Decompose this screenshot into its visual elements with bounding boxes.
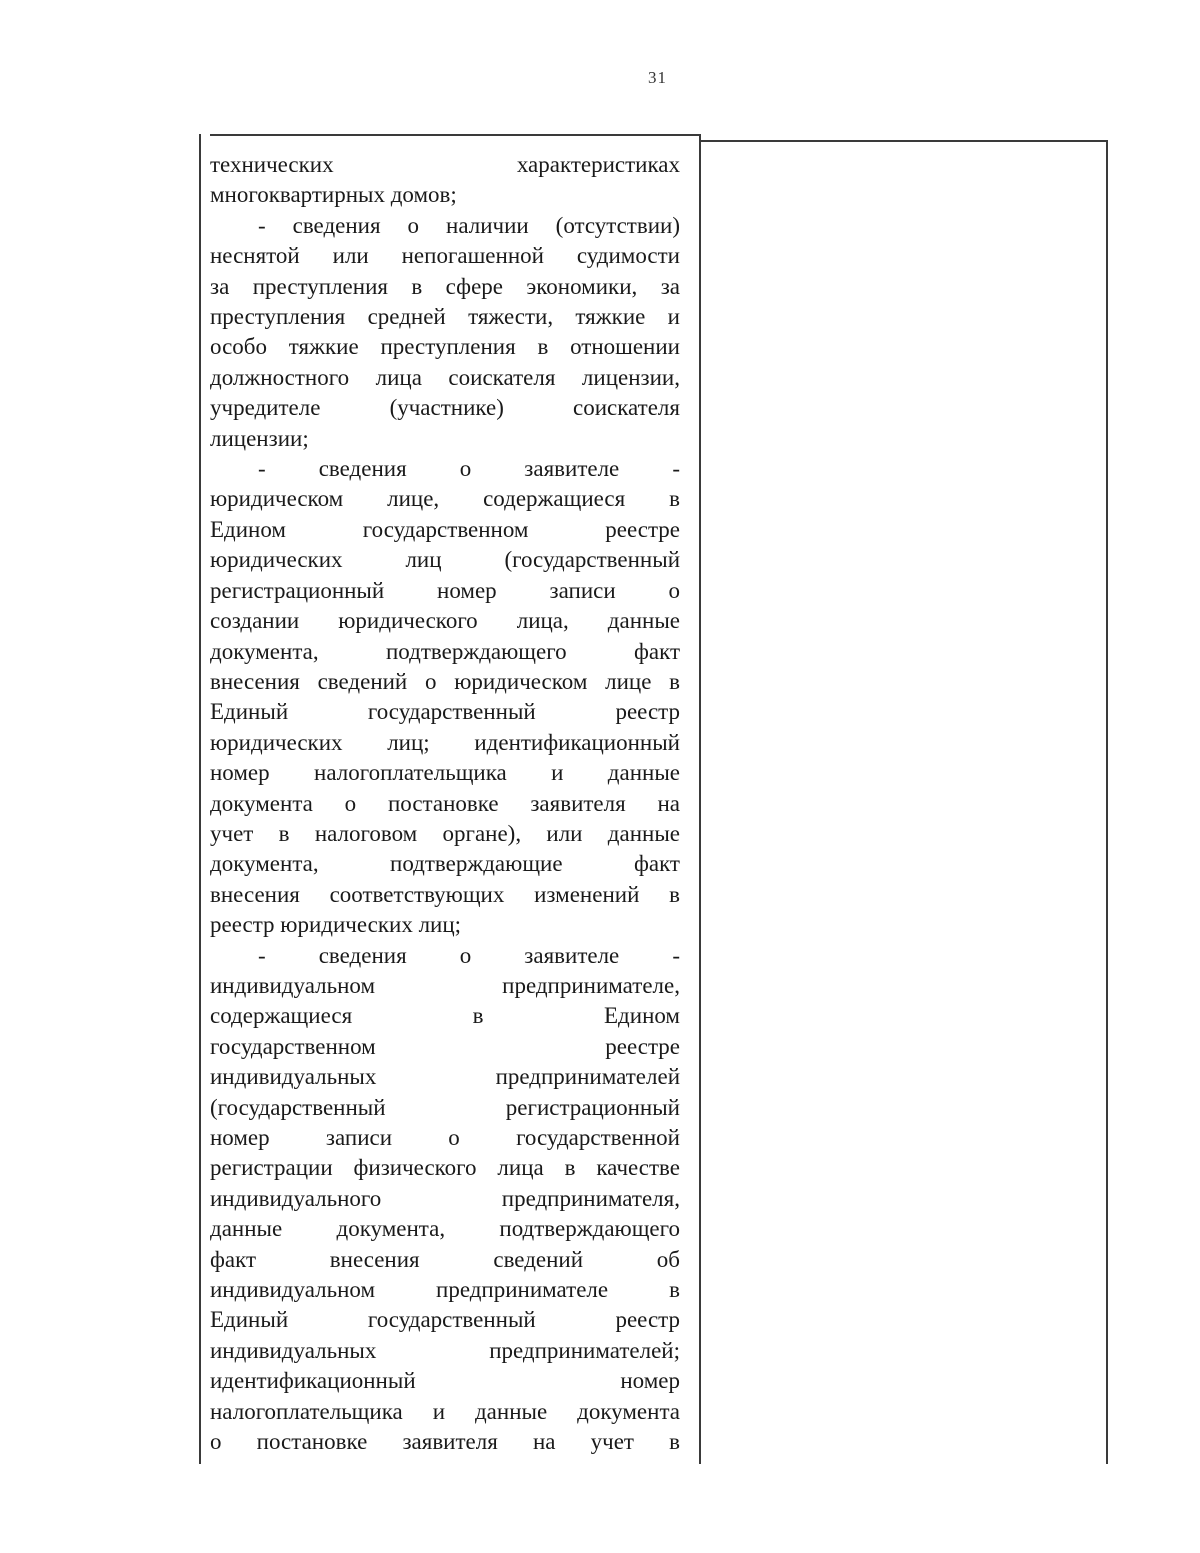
text-line: учет в налоговом органе), или данные bbox=[210, 820, 680, 846]
text-line: за преступления в сфере экономики, за bbox=[210, 273, 680, 299]
text-line: особо тяжкие преступления в отношении bbox=[210, 334, 680, 360]
text-line: регистрации физического лица в качестве bbox=[210, 1155, 680, 1181]
text-line: многоквартирных домов; bbox=[210, 182, 457, 208]
text-line: документа, подтверждающего факт bbox=[210, 638, 680, 664]
text-line: документа, подтверждающие факт bbox=[210, 851, 680, 877]
text-line: номер налогоплательщика и данные bbox=[210, 760, 680, 786]
text-line: индивидуального предпринимателя, bbox=[210, 1185, 680, 1211]
table-right-cell bbox=[702, 144, 1104, 1462]
text-line: - сведения о наличии (отсутствии) bbox=[258, 212, 680, 238]
table-left-cell bbox=[210, 150, 680, 1457]
table-frame-top-left bbox=[210, 134, 700, 136]
table-frame-right bbox=[1106, 140, 1108, 1464]
text-line: - сведения о заявителе - bbox=[258, 942, 680, 968]
table-frame-top-right bbox=[700, 140, 1108, 142]
text-line: содержащиеся в Едином bbox=[210, 1003, 680, 1029]
text-line: технических характеристиках bbox=[210, 152, 680, 177]
text-line: должностного лица соискателя лицензии, bbox=[210, 364, 680, 390]
text-line: Единый государственный реестр bbox=[210, 1307, 680, 1333]
text-line: преступления средней тяжести, тяжкие и bbox=[210, 304, 680, 330]
text-line: - сведения о заявителе - bbox=[258, 456, 680, 482]
text-line: создании юридического лица, данные bbox=[210, 608, 680, 634]
text-line: идентификационный номер bbox=[210, 1368, 680, 1394]
text-line: налогоплательщика и данные документа bbox=[210, 1398, 680, 1424]
text-line: Едином государственном реестре bbox=[210, 516, 680, 542]
text-line: факт внесения сведений об bbox=[210, 1246, 680, 1272]
text-line: реестр юридических лиц; bbox=[210, 912, 462, 938]
text-line: Единый государственный реестр bbox=[210, 699, 680, 725]
table-frame-middle bbox=[699, 134, 701, 1464]
text-line: юридических лиц; идентификационный bbox=[210, 729, 680, 755]
table-frame-left bbox=[199, 134, 201, 1464]
text-line: данные документа, подтверждающего bbox=[210, 1216, 680, 1242]
page-number: 31 bbox=[648, 68, 667, 87]
text-line: индивидуальном предпринимателе, bbox=[210, 972, 680, 998]
text-line: индивидуальном предпринимателе в bbox=[210, 1277, 680, 1303]
text-line: внесения сведений о юридическом лице в bbox=[210, 668, 680, 694]
text-line: документа о постановке заявителя на bbox=[210, 790, 680, 816]
text-line: юридическом лице, содержащиеся в bbox=[210, 486, 680, 512]
text-line: государственном реестре bbox=[210, 1033, 680, 1059]
text-line: (государственный регистрационный bbox=[210, 1094, 680, 1120]
text-line: индивидуальных предпринимателей; bbox=[210, 1337, 680, 1363]
text-line: о постановке заявителя на учет в bbox=[210, 1429, 680, 1455]
text-line: учредителе (участнике) соискателя bbox=[210, 395, 680, 421]
text-line: индивидуальных предпринимателей bbox=[210, 1064, 680, 1090]
text-line: юридических лиц (государственный bbox=[210, 547, 680, 573]
text-line: лицензии; bbox=[210, 425, 309, 451]
text-line: неснятой или непогашенной судимости bbox=[210, 243, 680, 269]
text-line: номер записи о государственной bbox=[210, 1125, 680, 1150]
text-line: внесения соответствующих изменений в bbox=[210, 881, 680, 907]
text-line: регистрационный номер записи о bbox=[210, 577, 680, 603]
